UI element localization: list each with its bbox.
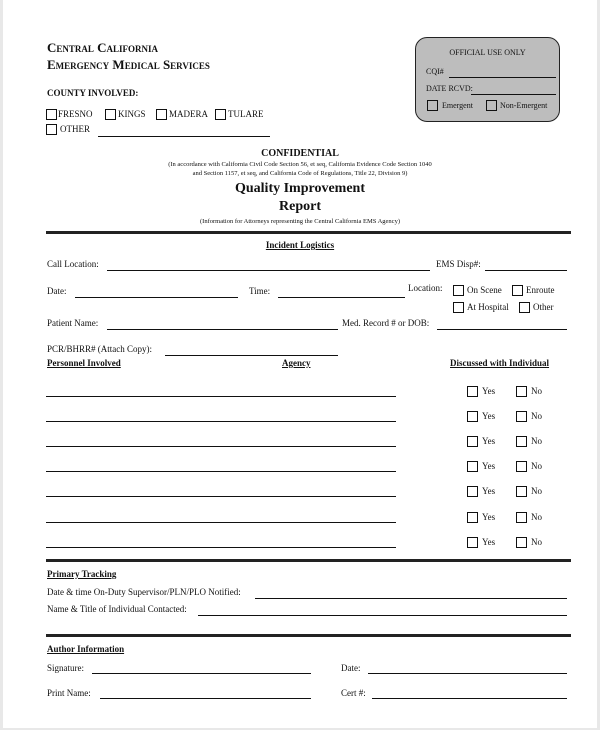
pcr-label: PCR/BHRR# (Attach Copy): — [47, 344, 153, 354]
yes-checkbox[interactable] — [467, 512, 478, 523]
on-scene-checkbox[interactable] — [453, 285, 464, 296]
location-label: Location: — [408, 283, 443, 293]
confidential-note-1: (In accordance with California Civil Code Section 56, et seq, California Evidence Code Section 1040 — [168, 161, 432, 168]
no-label: No — [531, 486, 542, 497]
report-subtitle: Report — [279, 199, 321, 214]
at-hospital-checkbox[interactable] — [453, 302, 464, 313]
other-county-field[interactable] — [98, 136, 270, 137]
cqi-field[interactable] — [449, 77, 556, 78]
non-emergent-checkbox[interactable] — [486, 100, 497, 111]
enroute-checkbox[interactable] — [512, 285, 523, 296]
yes-checkbox[interactable] — [467, 486, 478, 497]
no-checkbox[interactable] — [516, 436, 527, 447]
yes-checkbox[interactable] — [467, 461, 478, 472]
on-scene-label: On Scene — [467, 285, 502, 295]
call-location-label: Call Location: — [47, 259, 99, 269]
print-name-label: Print Name: — [47, 688, 91, 698]
ems-disp-field[interactable] — [485, 270, 567, 271]
yes-checkbox[interactable] — [467, 436, 478, 447]
yes-label: Yes — [482, 511, 496, 522]
no-checkbox[interactable] — [516, 537, 527, 548]
author-date-field[interactable] — [368, 673, 567, 674]
kings-checkbox[interactable] — [105, 109, 116, 120]
signature-field[interactable] — [92, 673, 311, 674]
contacted-field[interactable] — [198, 615, 567, 616]
personnel-row-field[interactable] — [46, 421, 396, 422]
yes-label: Yes — [482, 461, 496, 472]
no-checkbox[interactable] — [516, 386, 527, 397]
section-divider — [46, 634, 571, 637]
no-checkbox[interactable] — [516, 411, 527, 422]
fresno-label: FRESNO — [58, 109, 93, 119]
patient-name-field[interactable] — [107, 329, 338, 330]
personnel-row-field[interactable] — [46, 396, 396, 397]
section-divider — [46, 231, 571, 234]
confidential-note-2: and Section 1157, et seq, and California Code of Regulations, Title 22, Division 9) — [192, 170, 408, 177]
date-rcvd-label: DATE RCVD: — [426, 84, 473, 93]
print-name-field[interactable] — [100, 698, 311, 699]
incident-logistics-heading: Incident Logistics — [265, 240, 335, 250]
no-label: No — [531, 461, 542, 472]
emergent-label: Emergent — [442, 101, 473, 110]
date-rcvd-field[interactable] — [471, 94, 556, 95]
cert-field[interactable] — [372, 698, 567, 699]
official-use-title: OFFICIAL USE ONLY — [449, 48, 526, 57]
report-note: (Information for Attorneys representing the Central California EMS Agency) — [199, 218, 400, 225]
other-county-checkbox[interactable] — [46, 124, 57, 135]
yes-label: Yes — [482, 436, 496, 447]
personnel-row-field[interactable] — [46, 471, 396, 472]
at-hospital-label: At Hospital — [467, 302, 509, 312]
yes-checkbox[interactable] — [467, 537, 478, 548]
author-date-label: Date: — [341, 663, 361, 673]
enroute-label: Enroute — [526, 285, 555, 295]
author-information-heading: Author Information — [47, 644, 125, 654]
med-record-label: Med. Record # or DOB: — [342, 318, 430, 328]
tulare-checkbox[interactable] — [215, 109, 226, 120]
non-emergent-label: Non-Emergent — [500, 101, 548, 110]
madera-label: MADERA — [169, 109, 209, 119]
confidential-heading: CONFIDENTIAL — [261, 148, 339, 159]
no-label: No — [531, 536, 542, 547]
pcr-field[interactable] — [165, 355, 338, 356]
med-record-field[interactable] — [437, 329, 567, 330]
agency-column-header: Agency — [282, 358, 311, 368]
time-label: Time: — [249, 286, 271, 296]
form-page — [3, 0, 597, 728]
cqi-label: CQI# — [426, 67, 444, 76]
county-label: COUNTY INVOLVED: — [47, 88, 139, 98]
no-label: No — [531, 386, 542, 396]
ems-disp-label: EMS Disp#: — [436, 259, 481, 269]
personnel-row-field[interactable] — [46, 522, 396, 523]
report-title: Quality Improvement — [234, 181, 365, 196]
tulare-label: TULARE — [228, 109, 264, 119]
yes-label: Yes — [482, 536, 496, 547]
time-field[interactable] — [278, 297, 405, 298]
section-divider — [46, 559, 571, 562]
contacted-label: Name & Title of Individual Contacted: — [47, 604, 187, 614]
cert-label: Cert #: — [341, 688, 366, 698]
date-label: Date: — [47, 286, 67, 296]
other-location-label: Other — [533, 302, 554, 312]
personnel-row-field[interactable] — [46, 547, 396, 548]
no-label: No — [531, 436, 542, 447]
no-label: No — [531, 511, 542, 522]
no-label: No — [531, 411, 542, 422]
primary-tracking-heading: Primary Tracking — [47, 569, 117, 579]
patient-name-label: Patient Name: — [47, 318, 99, 328]
no-checkbox[interactable] — [516, 512, 527, 523]
yes-label: Yes — [482, 411, 496, 422]
kings-label: KINGS — [118, 109, 146, 119]
no-checkbox[interactable] — [516, 486, 527, 497]
official-use-box — [415, 37, 560, 122]
yes-label: Yes — [482, 486, 496, 497]
signature-label: Signature: — [47, 663, 84, 673]
yes-checkbox[interactable] — [467, 386, 478, 397]
personnel-column-header: Personnel Involved — [47, 358, 121, 368]
notified-label: Date & time On-Duty Supervisor/PLN/PLO Notified: — [47, 587, 241, 597]
no-checkbox[interactable] — [516, 461, 527, 472]
yes-label: Yes — [482, 386, 496, 396]
call-location-field[interactable] — [107, 270, 430, 271]
other-location-checkbox[interactable] — [519, 302, 530, 313]
org-name-line2: Emergency Medical Services — [47, 57, 210, 72]
personnel-row-field[interactable] — [46, 446, 396, 447]
madera-checkbox[interactable] — [156, 109, 167, 120]
date-field[interactable] — [75, 297, 238, 298]
emergent-checkbox[interactable] — [427, 100, 438, 111]
discussed-column-header: Discussed with Individual — [450, 358, 550, 368]
other-county-label: OTHER — [60, 124, 90, 134]
yes-checkbox[interactable] — [467, 411, 478, 422]
org-name-line1: Central California — [47, 40, 159, 55]
fresno-checkbox[interactable] — [46, 109, 57, 120]
personnel-row-field[interactable] — [46, 496, 396, 497]
notified-field[interactable] — [255, 598, 567, 599]
